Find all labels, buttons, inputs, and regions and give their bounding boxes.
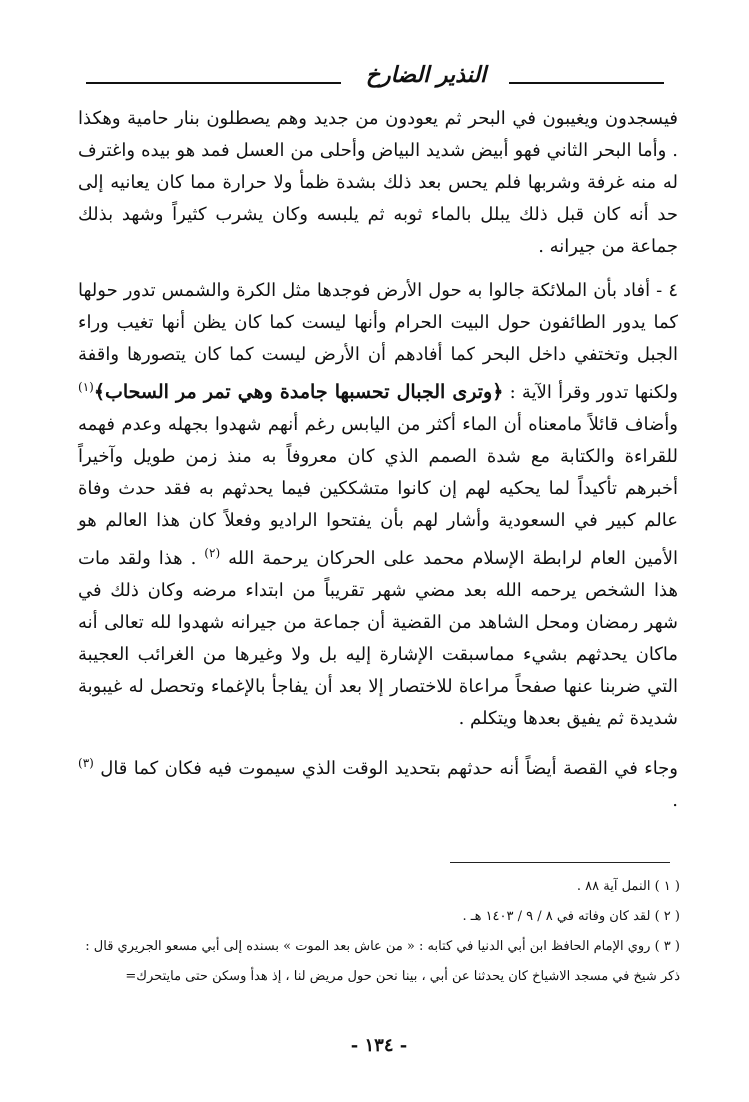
header-rule-left	[86, 82, 341, 84]
main-text	[78, 103, 678, 817]
paragraph-2-tail: . هذا ولقد مات هذا الشخص يرحمه الله بعد مضي شهر تقريباً من ابتداء مرضه وكان ذلك في شهر رمضان ومحل الشاهد من القضية أن جماعة من جيرانه شهدوا لله تعالى أنه ماكان يحدثهم بشيء مماسبقت الإشارة إليه بل ولا وغيرها من الغرائب العجيبة التي ضربنا عنها صفحاً مراعاة للاختصار إلا بعد أن يفاجأ بالإغماء وتحصل له غيبوبة شديدة ثم يفيق بعدها ويتكلم .	[78, 548, 678, 729]
paragraph-2	[78, 275, 678, 735]
footnote-separator	[450, 862, 670, 863]
footnote-1: ( ١ ) النمل آية ٨٨ .	[576, 879, 680, 894]
footnote-ref-3: (٣)	[78, 756, 94, 770]
page-number: - ١٣٤ -	[350, 1035, 408, 1056]
book-title: النذير الضارخ	[365, 62, 487, 88]
footnote-2: ( ٢ ) لقد كان وفاته في ٨ / ٩ / ١٤٠٣ هـ .	[462, 909, 680, 924]
running-header	[86, 58, 664, 98]
footnote-ref-1: (١)	[78, 380, 94, 394]
footnote-3: ( ٣ ) روي الإمام الحافظ ابن أبي الدنيا في كتابه : « من عاش بعد الموت » بسنده إلى أبي مسعو الجريري قال :	[85, 939, 680, 954]
paragraph-2-intro: ٤ - أفاد بأن الملائكة جالوا به حول الأرض فوجدها مثل الكرة والشمس تدور حولها كما يدور الطائفون حول البيت الحرام وأنها ليست كما كان يظن أنها تغيب وراء الجبل وتختفي داخل البحر كما أفادهم أن الأرض ليست كما كان يتصورها واقفة ولكنها تدور وقرأ الآية :	[78, 280, 678, 403]
quran-verse: ﴿وترى الجبال تحسبها جامدة وهي تمر مر السحاب﴾	[93, 381, 504, 403]
footnotes	[70, 872, 680, 992]
footnote-ref-2: (٢)	[204, 546, 221, 560]
footnote-3-continued: ذكر شيخ في مسجد الاشياخ كان يحدثنا عن أبي ، بينا نحن حول مريض لنا ، إذ هدأ وسكن حتى مايتحرك=	[125, 969, 680, 984]
paragraph-2-body: وأضاف قائلاً مامعناه أن الماء أكثر من اليابس رغم أنهم شهدوا بجهله وعدم فهمه للقراءة والكتابة مع شدة الصمم الذي كان معروفاً به منذ زمن طويل وآخيراً أخبرهم تأكيداً لما يحكيه لهم إن كانوا متشككين فيما يحدثهم به فقد حدث وفاة عالم كبير في السعودية وأشار لهم بأن يفتحوا الراديو وفعلاً كان هذا العالم هو الأمين العام لرابطة الإسلام محمد على الحركان يرحمة الله	[78, 414, 678, 569]
paragraph-3	[78, 747, 678, 817]
paragraph-1: فيسجدون ويغيبون في البحر ثم يعودون من جديد وهم يصطلون بنار حامية وهكذا . وأما البحر الثاني فهو أبيض شديد البياض وأحلى من العسل فمد هو بيده واغترف له منه غرفة وشربها فلم يحس بعد ذلك بشدة ظمأ ولا حرارة مما كان يعانيه إلى حد أنه كان قبل ذلك يبلل بالماء ثوبه ثم يلبسه وكان يشرب كثيراً وشهد بذلك جماعة من جيرانه .	[78, 108, 679, 257]
header-rule-right	[509, 82, 664, 84]
paragraph-3-end: .	[672, 790, 678, 811]
paragraph-3-text: وجاء في القصة أيضاً أنه حدثهم بتحديد الوقت الذي سيموت فيه فكان كما قال	[100, 758, 678, 779]
